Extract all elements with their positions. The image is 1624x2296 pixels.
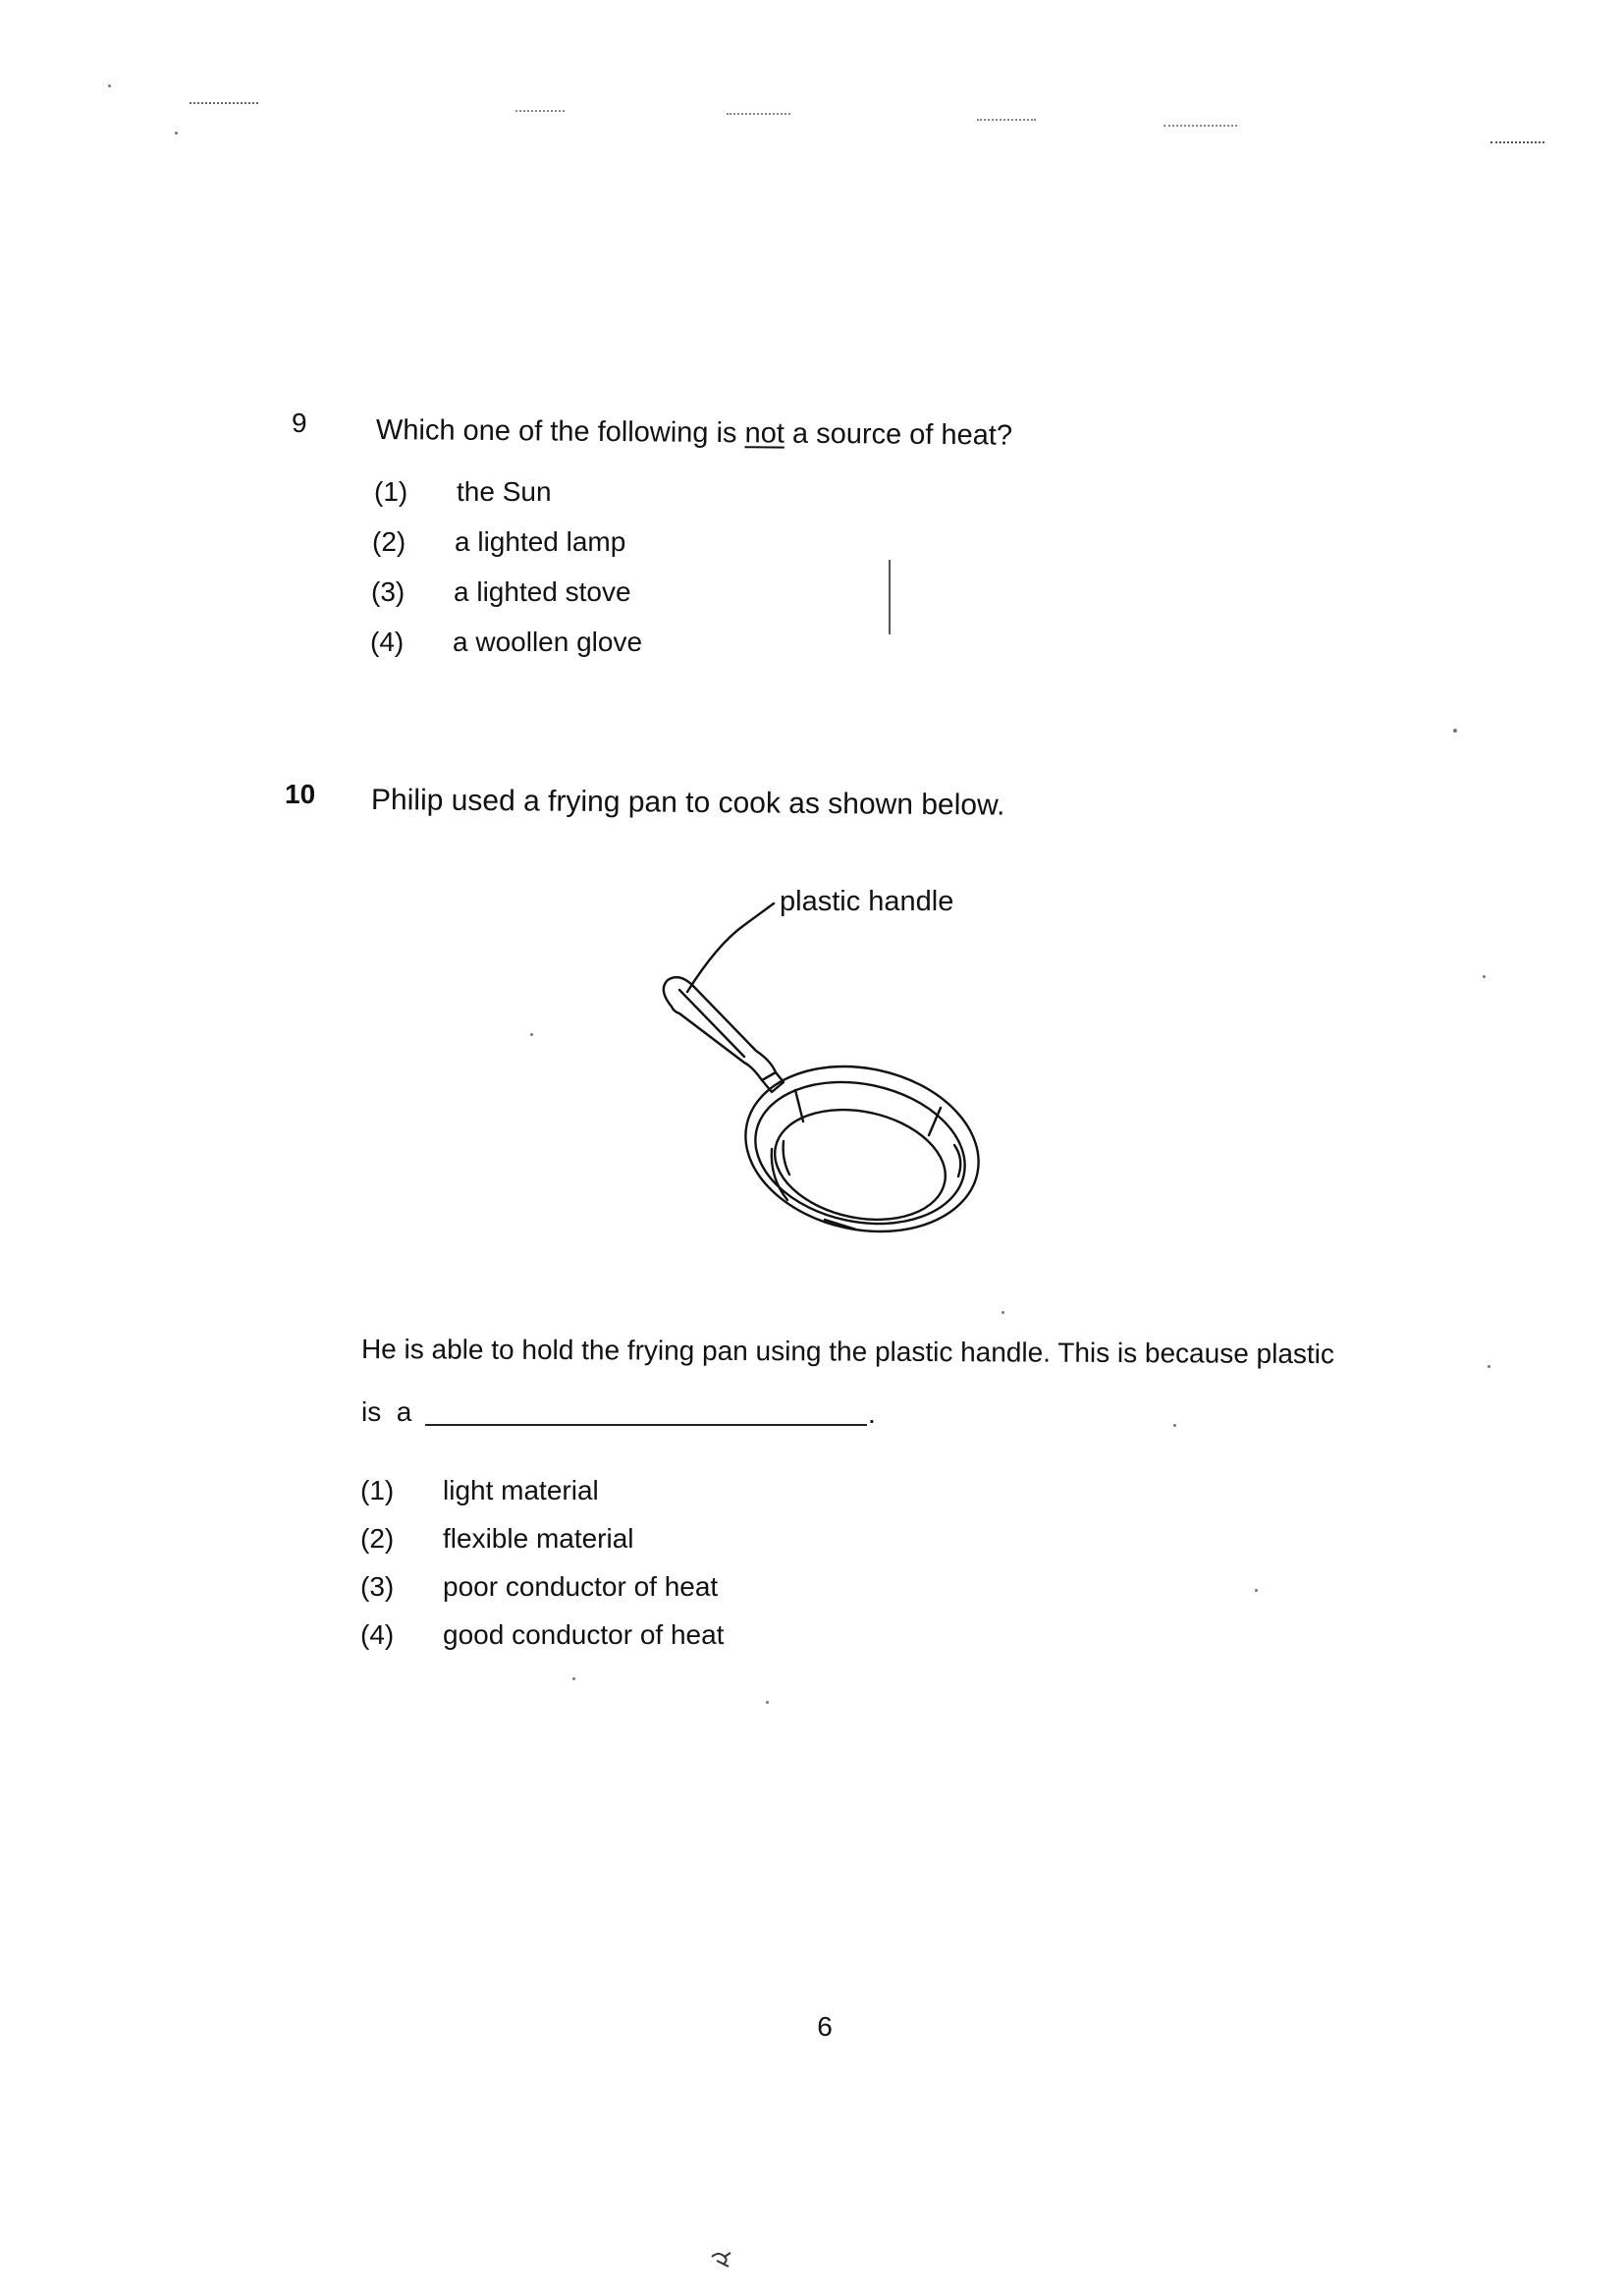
question-10-statement-line1: He is able to hold the frying pan using the plastic handle. This is because plastic (360, 1334, 1335, 1370)
pan-wall-curve (954, 1145, 960, 1176)
option-number: (3) (371, 576, 406, 607)
scan-mark (889, 560, 891, 634)
question-10-statement-line2-suffix: . (868, 1398, 876, 1429)
option-number: (2) (360, 1523, 395, 1554)
scan-speck (1483, 975, 1486, 978)
scan-dots (977, 119, 1036, 121)
option-text: poor conductor of heat (443, 1571, 719, 1602)
option-text: light material (443, 1475, 599, 1505)
question-9-text-after: a source of heat? (784, 417, 1013, 452)
option-text: a lighted stove (454, 576, 631, 607)
option-number: (4) (370, 627, 405, 657)
question-9-text-before: Which one of the following is (375, 414, 745, 450)
pan-wall-curve (784, 1141, 789, 1175)
question-9-emphasis: not (744, 417, 785, 450)
scan-speck (1488, 1365, 1490, 1368)
question-9-option-2[interactable] (372, 525, 625, 559)
pan-handle (664, 977, 776, 1080)
frying-pan-figure (628, 864, 1001, 1257)
question-10-text: Philip used a frying pan to cook as shown below. (370, 784, 1005, 822)
scan-mark-icon (709, 2249, 734, 2270)
question-10-number: 10 (285, 779, 316, 809)
figure-label-plastic-handle: plastic handle (780, 886, 954, 917)
scan-speck (1173, 1424, 1176, 1427)
page-number: 6 (817, 2011, 833, 2042)
option-number: (1) (360, 1475, 395, 1505)
scan-speck (175, 132, 178, 135)
scan-dots (727, 113, 790, 115)
option-text: a woollen glove (453, 627, 643, 657)
scan-speck (108, 84, 111, 87)
question-10-statement-line2-prefix: is a (361, 1396, 412, 1427)
option-number: (2) (372, 526, 406, 557)
scan-dots (189, 102, 258, 104)
question-9-number: 9 (292, 408, 307, 438)
scan-speck (1001, 1311, 1004, 1314)
scan-dots (1490, 141, 1544, 143)
pan-handle-groove (679, 990, 744, 1057)
answer-blank-line (425, 1424, 867, 1426)
option-text: the Sun (457, 476, 552, 507)
scan-dots (1164, 125, 1237, 127)
question-10-option-4[interactable] (360, 1618, 724, 1652)
option-number: (3) (360, 1571, 395, 1602)
question-9-text (376, 412, 1012, 454)
option-text: a lighted lamp (455, 526, 626, 557)
scan-speck (766, 1701, 769, 1704)
question-9-option-4[interactable] (370, 626, 642, 659)
question-9-option-1[interactable] (374, 475, 552, 509)
scan-speck (1453, 729, 1457, 733)
option-number: (4) (360, 1619, 395, 1650)
pan-wall-line (795, 1090, 803, 1121)
option-text: good conductor of heat (443, 1619, 725, 1650)
label-leader-line (687, 903, 774, 992)
scan-speck (1255, 1589, 1258, 1592)
option-number: (1) (374, 476, 408, 507)
question-10-option-1[interactable] (360, 1474, 599, 1507)
question-10-option-2[interactable] (360, 1522, 634, 1556)
question-10-option-3[interactable] (360, 1570, 718, 1604)
scan-dots (515, 110, 565, 112)
scan-speck (530, 1033, 533, 1036)
scan-speck (572, 1677, 575, 1680)
question-9-option-3[interactable] (371, 575, 631, 609)
option-text: flexible material (443, 1523, 634, 1554)
